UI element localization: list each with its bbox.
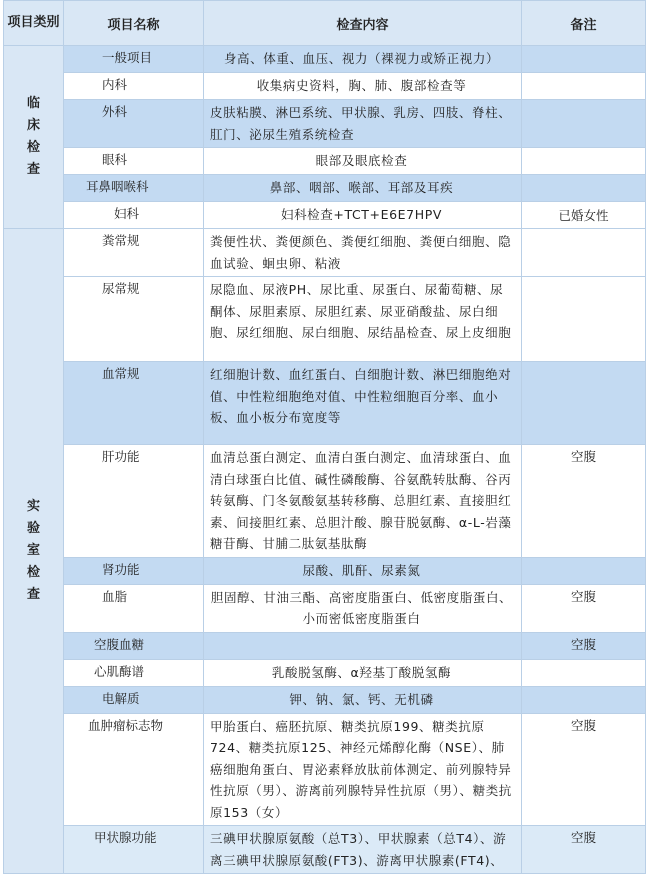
item-name: 血常规 <box>64 362 204 445</box>
item-note <box>522 100 646 148</box>
table-row <box>4 557 646 584</box>
item-name: 尿常规 <box>64 277 204 362</box>
item-content: 身高、体重、血压、视力（裸视力或矫正视力） <box>204 46 522 73</box>
item-name: 粪常规 <box>64 229 204 277</box>
header-content: 检查内容 <box>204 1 522 46</box>
item-content: 红细胞计数、血红蛋白、白细胞计数、淋巴细胞绝对值、中性粒细胞绝对值、中性粒细胞百分率、血小板、血小板分布宽度等 <box>204 362 522 445</box>
table-row <box>4 46 646 73</box>
item-note <box>522 686 646 713</box>
category-lab: 实 验 室 检 查 <box>4 229 64 874</box>
item-note <box>522 148 646 175</box>
item-content: 尿隐血、尿液PH、尿比重、尿蛋白、尿葡萄糖、尿酮体、尿胆素原、尿胆红素、尿亚硝酸盐、尿白细胞、尿红细胞、尿白细胞、尿结晶检查、尿上皮细胞 <box>204 277 522 362</box>
table-row <box>4 100 646 148</box>
item-content: 皮肤粘膜、淋巴系统、甲状腺、乳房、四肢、脊柱、肛门、泌尿生殖系统检查 <box>204 100 522 148</box>
item-name: 心肌酶谱 <box>64 659 204 686</box>
item-note: 空腹 <box>522 445 646 558</box>
table-row <box>4 73 646 100</box>
item-content: 血清总蛋白测定、血清白蛋白测定、血清球蛋白、血清白球蛋白比值、碱性磷酸酶、谷氨酰转肽酶、谷丙转氨酶、门冬氨酸氨基转移酶、总胆红素、直接胆红素、间接胆红素、总胆汁酸、腺苷脱氨酶、α-L-岩藻糖苷酶、甘脯二肽氨基肽酶 <box>204 445 522 558</box>
exam-table <box>3 0 646 874</box>
item-content: 乳酸脱氢酶、α羟基丁酸脱氢酶 <box>204 659 522 686</box>
table-row <box>4 826 646 874</box>
item-note: 空腹 <box>522 584 646 632</box>
table-row <box>4 175 646 202</box>
item-note <box>522 46 646 73</box>
item-note <box>522 73 646 100</box>
item-note: 空腹 <box>522 826 646 874</box>
item-name: 耳鼻咽喉科 <box>64 175 204 202</box>
table-row <box>4 632 646 659</box>
item-note: 空腹 <box>522 632 646 659</box>
table-row <box>4 659 646 686</box>
item-name: 内科 <box>64 73 204 100</box>
item-name: 血脂 <box>64 584 204 632</box>
item-note <box>522 229 646 277</box>
table-row <box>4 202 646 229</box>
item-name: 妇科 <box>64 202 204 229</box>
item-name: 外科 <box>64 100 204 148</box>
item-content <box>204 632 522 659</box>
item-note <box>522 362 646 445</box>
item-name: 甲状腺功能 <box>64 826 204 874</box>
item-note <box>522 557 646 584</box>
item-content: 三碘甲状腺原氨酸（总T3）、甲状腺素（总T4）、游离三碘甲状腺原氨酸(FT3)、游离甲状腺素(FT4)、 <box>204 826 522 874</box>
table-row <box>4 445 646 558</box>
item-note: 已婚女性 <box>522 202 646 229</box>
item-name: 血肿瘤标志物 <box>64 713 204 826</box>
item-content: 眼部及眼底检查 <box>204 148 522 175</box>
item-name: 肝功能 <box>64 445 204 558</box>
header-note: 备注 <box>522 1 646 46</box>
table-row <box>4 148 646 175</box>
item-content: 粪便性状、粪便颜色、粪便红细胞、粪便白细胞、隐血试验、蛔虫卵、粘液 <box>204 229 522 277</box>
item-content: 胆固醇、甘油三酯、高密度脂蛋白、低密度脂蛋白、小而密低密度脂蛋白 <box>204 584 522 632</box>
item-name: 电解质 <box>64 686 204 713</box>
item-note <box>522 659 646 686</box>
header-category: 项目类别 <box>4 1 64 46</box>
item-content: 收集病史资料，胸、肺、腹部检查等 <box>204 73 522 100</box>
table-row <box>4 362 646 445</box>
item-content: 尿酸、肌酐、尿素氮 <box>204 557 522 584</box>
item-name: 肾功能 <box>64 557 204 584</box>
item-content: 妇科检查+TCT+E6E7HPV <box>204 202 522 229</box>
item-content: 钾、钠、氯、钙、无机磷 <box>204 686 522 713</box>
header-name: 项目名称 <box>64 1 204 46</box>
table-row <box>4 229 646 277</box>
category-clinical: 临 床 检 查 <box>4 46 64 229</box>
item-name: 眼科 <box>64 148 204 175</box>
table-row <box>4 584 646 632</box>
item-name: 一般项目 <box>64 46 204 73</box>
table-row <box>4 713 646 826</box>
table-row <box>4 686 646 713</box>
item-note <box>522 277 646 362</box>
item-note <box>522 175 646 202</box>
item-note: 空腹 <box>522 713 646 826</box>
header-row <box>4 1 646 46</box>
table-row <box>4 277 646 362</box>
item-name: 空腹血糖 <box>64 632 204 659</box>
item-content: 鼻部、咽部、喉部、耳部及耳疾 <box>204 175 522 202</box>
item-content: 甲胎蛋白、癌胚抗原、糖类抗原199、糖类抗原724、糖类抗原125、神经元烯醇化酶（NSE）、肺癌细胞角蛋白、胃泌素释放肽前体测定、前列腺特异性抗原（男）、游离前列腺特异性抗原（男）、糖类抗原153（女） <box>204 713 522 826</box>
